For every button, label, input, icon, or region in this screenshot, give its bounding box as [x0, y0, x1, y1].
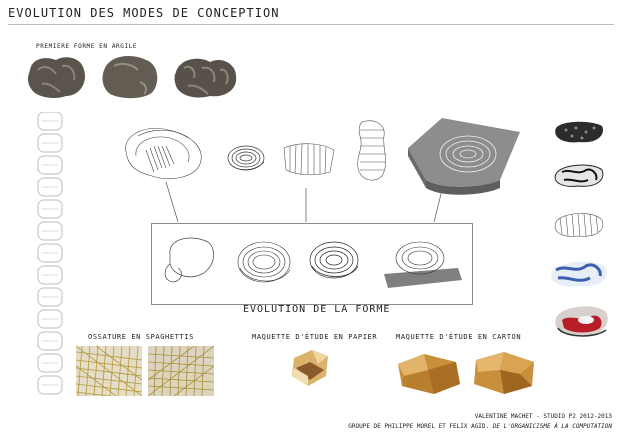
page-title: EVOLUTION DES MODES DE CONCEPTION	[8, 6, 280, 20]
carton-model-2	[470, 348, 540, 396]
vertical-lettering-decoration	[30, 112, 70, 412]
sketch-form-1	[118, 122, 208, 184]
evolution-sketches	[152, 224, 472, 304]
carton-model-1	[394, 350, 464, 396]
spaghetti-photo-1	[76, 346, 142, 396]
spaghetti-caption: OSSATURE EN SPAGHETTIS	[88, 333, 194, 341]
clay-model-1	[26, 52, 88, 102]
credits-group-text: GROUPE DE PHILIPPE MOREL ET FELIX AGID.	[348, 423, 490, 430]
right-model-blue	[548, 256, 610, 290]
right-model-red	[552, 300, 612, 344]
sketch-form-3	[280, 138, 338, 178]
clay-model-2	[100, 52, 162, 102]
right-model-wireframe	[552, 208, 606, 240]
evolution-connector-lines	[150, 176, 450, 224]
title-rule	[8, 24, 614, 25]
credits-group	[348, 423, 612, 430]
sketch-form-4	[352, 118, 392, 184]
evolution-title: EVOLUTION DE LA FORME	[243, 304, 391, 315]
right-model-dark	[552, 118, 606, 146]
carton-caption: MAQUETTE D'ÉTUDE EN CARTON	[396, 333, 522, 341]
sketch-form-2	[224, 140, 268, 176]
paper-caption: MAQUETTE D'ÉTUDE EN PAPIER	[252, 333, 378, 341]
spaghetti-photo-2	[148, 346, 214, 396]
clay-caption: PREMIERE FORME EN ARGILE	[36, 43, 138, 50]
right-model-bw	[552, 160, 606, 190]
clay-model-3	[172, 52, 240, 102]
credits-author: VALENTINE MACHET - STUDIO P2 2012-2013	[474, 413, 612, 420]
paper-model	[288, 346, 334, 390]
credits-topic: DE L'ORGANICISME À LA COMPUTATION	[492, 423, 612, 430]
evolution-frame	[151, 223, 473, 305]
